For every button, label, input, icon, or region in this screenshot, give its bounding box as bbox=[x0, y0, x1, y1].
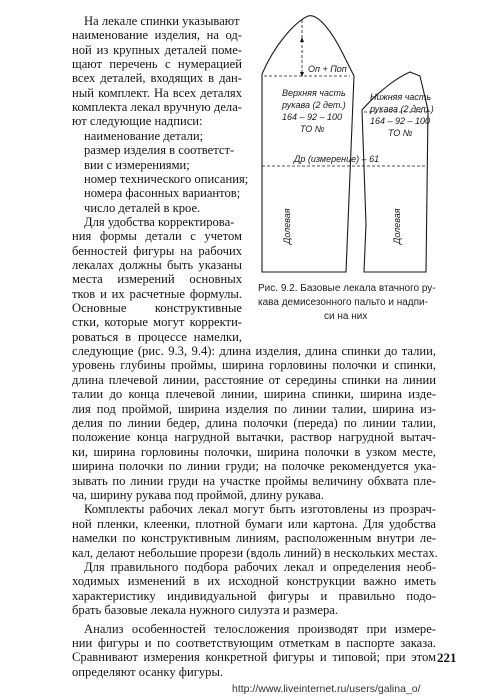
body-line: ча, ширину рукава под проймой, длину рукава. bbox=[72, 488, 325, 502]
column-line: номер технического описания; bbox=[84, 171, 249, 186]
watermark-url: http://www.liveinternet.ru/users/galina_o/ bbox=[232, 683, 421, 695]
column-line: бенностей фигуры на рабочих bbox=[72, 243, 242, 258]
column-line: ния формы детали с учетом bbox=[72, 229, 242, 244]
body-line: Анализ особенностей телосложения производят при измере- bbox=[84, 621, 436, 636]
body-line: намелки по конструктивным линиям, расположенным внутри ле- bbox=[72, 531, 436, 546]
body-line: Комплекты рабочих лекал могут быть изготовлены из прозрач- bbox=[84, 502, 436, 517]
body-line: уровень глубины проймы, ширина горловины полочки и спинки, bbox=[72, 358, 436, 373]
column-line: роваться в процессе намелки, bbox=[72, 329, 242, 344]
body-line: длина плечевой линии, расстояние от середины спинки на линии bbox=[72, 372, 436, 387]
column-line: вии с измерениями; bbox=[84, 157, 190, 172]
column-line: места измерений основных bbox=[72, 272, 242, 287]
lower-sleeve-line-1: Нижняя часть bbox=[370, 92, 432, 102]
body-line: нии фигуры и по соответствующим отметкам в паспорте заказа. bbox=[72, 636, 436, 650]
column-line: Основные конструктивные bbox=[72, 301, 242, 315]
upper-sleeve-outline bbox=[262, 16, 354, 272]
column-line: Для удобства корректирова- bbox=[84, 214, 235, 229]
measurement-label: Др (измерение) – 61 bbox=[294, 154, 380, 164]
upper-sleeve-line-4: ТО № bbox=[300, 124, 325, 134]
body-line: ширина полочки по линии груди; на полочке рекомендуется ука- bbox=[72, 459, 436, 474]
column-line: всех деталей, входящих в дан- bbox=[72, 71, 242, 86]
body-line: положение конца нагрудной вытачки, раствор нагрудной вытач- bbox=[72, 430, 436, 445]
column-line: тков и их расчетные формулы. bbox=[72, 286, 242, 301]
body-line: талии до конца плечевой линии, ширина спинки, ширина изде- bbox=[72, 387, 436, 402]
lower-sleeve-line-2: рукава (2 дет.) bbox=[370, 104, 434, 114]
column-line: номера фасонных вариантов; bbox=[84, 186, 241, 201]
column-line: ют следующие надписи: bbox=[72, 114, 203, 129]
body-line: следующие (рис. 9.3, 9.4): длина изделия, длина спинки до талии, bbox=[72, 344, 436, 358]
column-line: стки, которые могут корректи- bbox=[72, 315, 242, 330]
body-line: делия по линии бедер, длина полочки (переда) по линии талии, bbox=[72, 416, 436, 430]
body-line: Для правильного подбора рабочих лекал и определения необ- bbox=[84, 560, 436, 574]
body-line: Сравнивают измерения конкретной фигуры и типовой; при этом bbox=[72, 650, 436, 665]
formula-label: Оп + Поп bbox=[308, 64, 347, 74]
lower-sleeve-line-4: ТО № bbox=[388, 128, 413, 138]
body-line: ки, ширина горловины полочки, ширина полочки в узком месте, bbox=[72, 444, 436, 459]
page-number: 221 bbox=[437, 650, 457, 665]
grain-label-right: Долевая bbox=[392, 208, 402, 244]
sleeve-pattern-figure bbox=[250, 14, 440, 274]
body-line: ходимых изменений в их исходной конструкции важно иметь bbox=[72, 574, 436, 589]
column-line: щают перечень с нумерацией bbox=[72, 57, 242, 72]
column-line: лекалах должны быть указаны bbox=[72, 257, 242, 272]
grain-label-left: Долевая bbox=[282, 208, 292, 244]
column-line: наименование детали; bbox=[84, 128, 204, 143]
upper-sleeve-line-2: рукава (2 дет.) bbox=[282, 100, 346, 110]
body-line: кал, делают небольшие прорези (вдоль линий) в нескольких местах. bbox=[72, 545, 438, 560]
figure-caption-line-2: кава демисезонного пальто и надпи- bbox=[258, 297, 428, 308]
upper-sleeve-line-1: Верхняя часть bbox=[282, 88, 346, 98]
column-line: размер изделия в соответст- bbox=[84, 143, 235, 158]
body-line: определяют осанку фигуры. bbox=[72, 664, 224, 679]
lower-sleeve-line-3: 164 – 92 – 100 bbox=[370, 116, 431, 126]
figure-caption-line-3: си на них bbox=[324, 311, 368, 322]
body-line: характеристику индивидуальной фигуры и правильно подо- bbox=[72, 588, 436, 603]
column-line: ный комплект. На всех деталях bbox=[72, 85, 242, 100]
body-line: лия под проймой, ширина изделия по линии талии, ширина из- bbox=[72, 401, 436, 416]
body-line: брать базовые лекала нужного силуэта и размера. bbox=[72, 603, 339, 618]
column-line: наименование изделия, на од- bbox=[72, 28, 242, 43]
column-line: комплекта лекал вручную дела- bbox=[72, 100, 242, 115]
body-line: ной пленки, клеенки, плотной бумаги или картона. Для удобства bbox=[72, 516, 436, 531]
upper-sleeve-line-3: 164 – 92 – 100 bbox=[282, 112, 343, 122]
column-line: На лекале спинки указывают bbox=[84, 14, 240, 28]
figure-caption-line-1: Рис. 9.2. Базовые лекала втачного ру- bbox=[258, 283, 436, 294]
body-line: зывать по линии груди на участке проймы величину обхвата пле- bbox=[72, 473, 436, 488]
column-line: число деталей в крое. bbox=[84, 200, 201, 215]
column-line: ной из крупных деталей поме- bbox=[72, 42, 242, 57]
